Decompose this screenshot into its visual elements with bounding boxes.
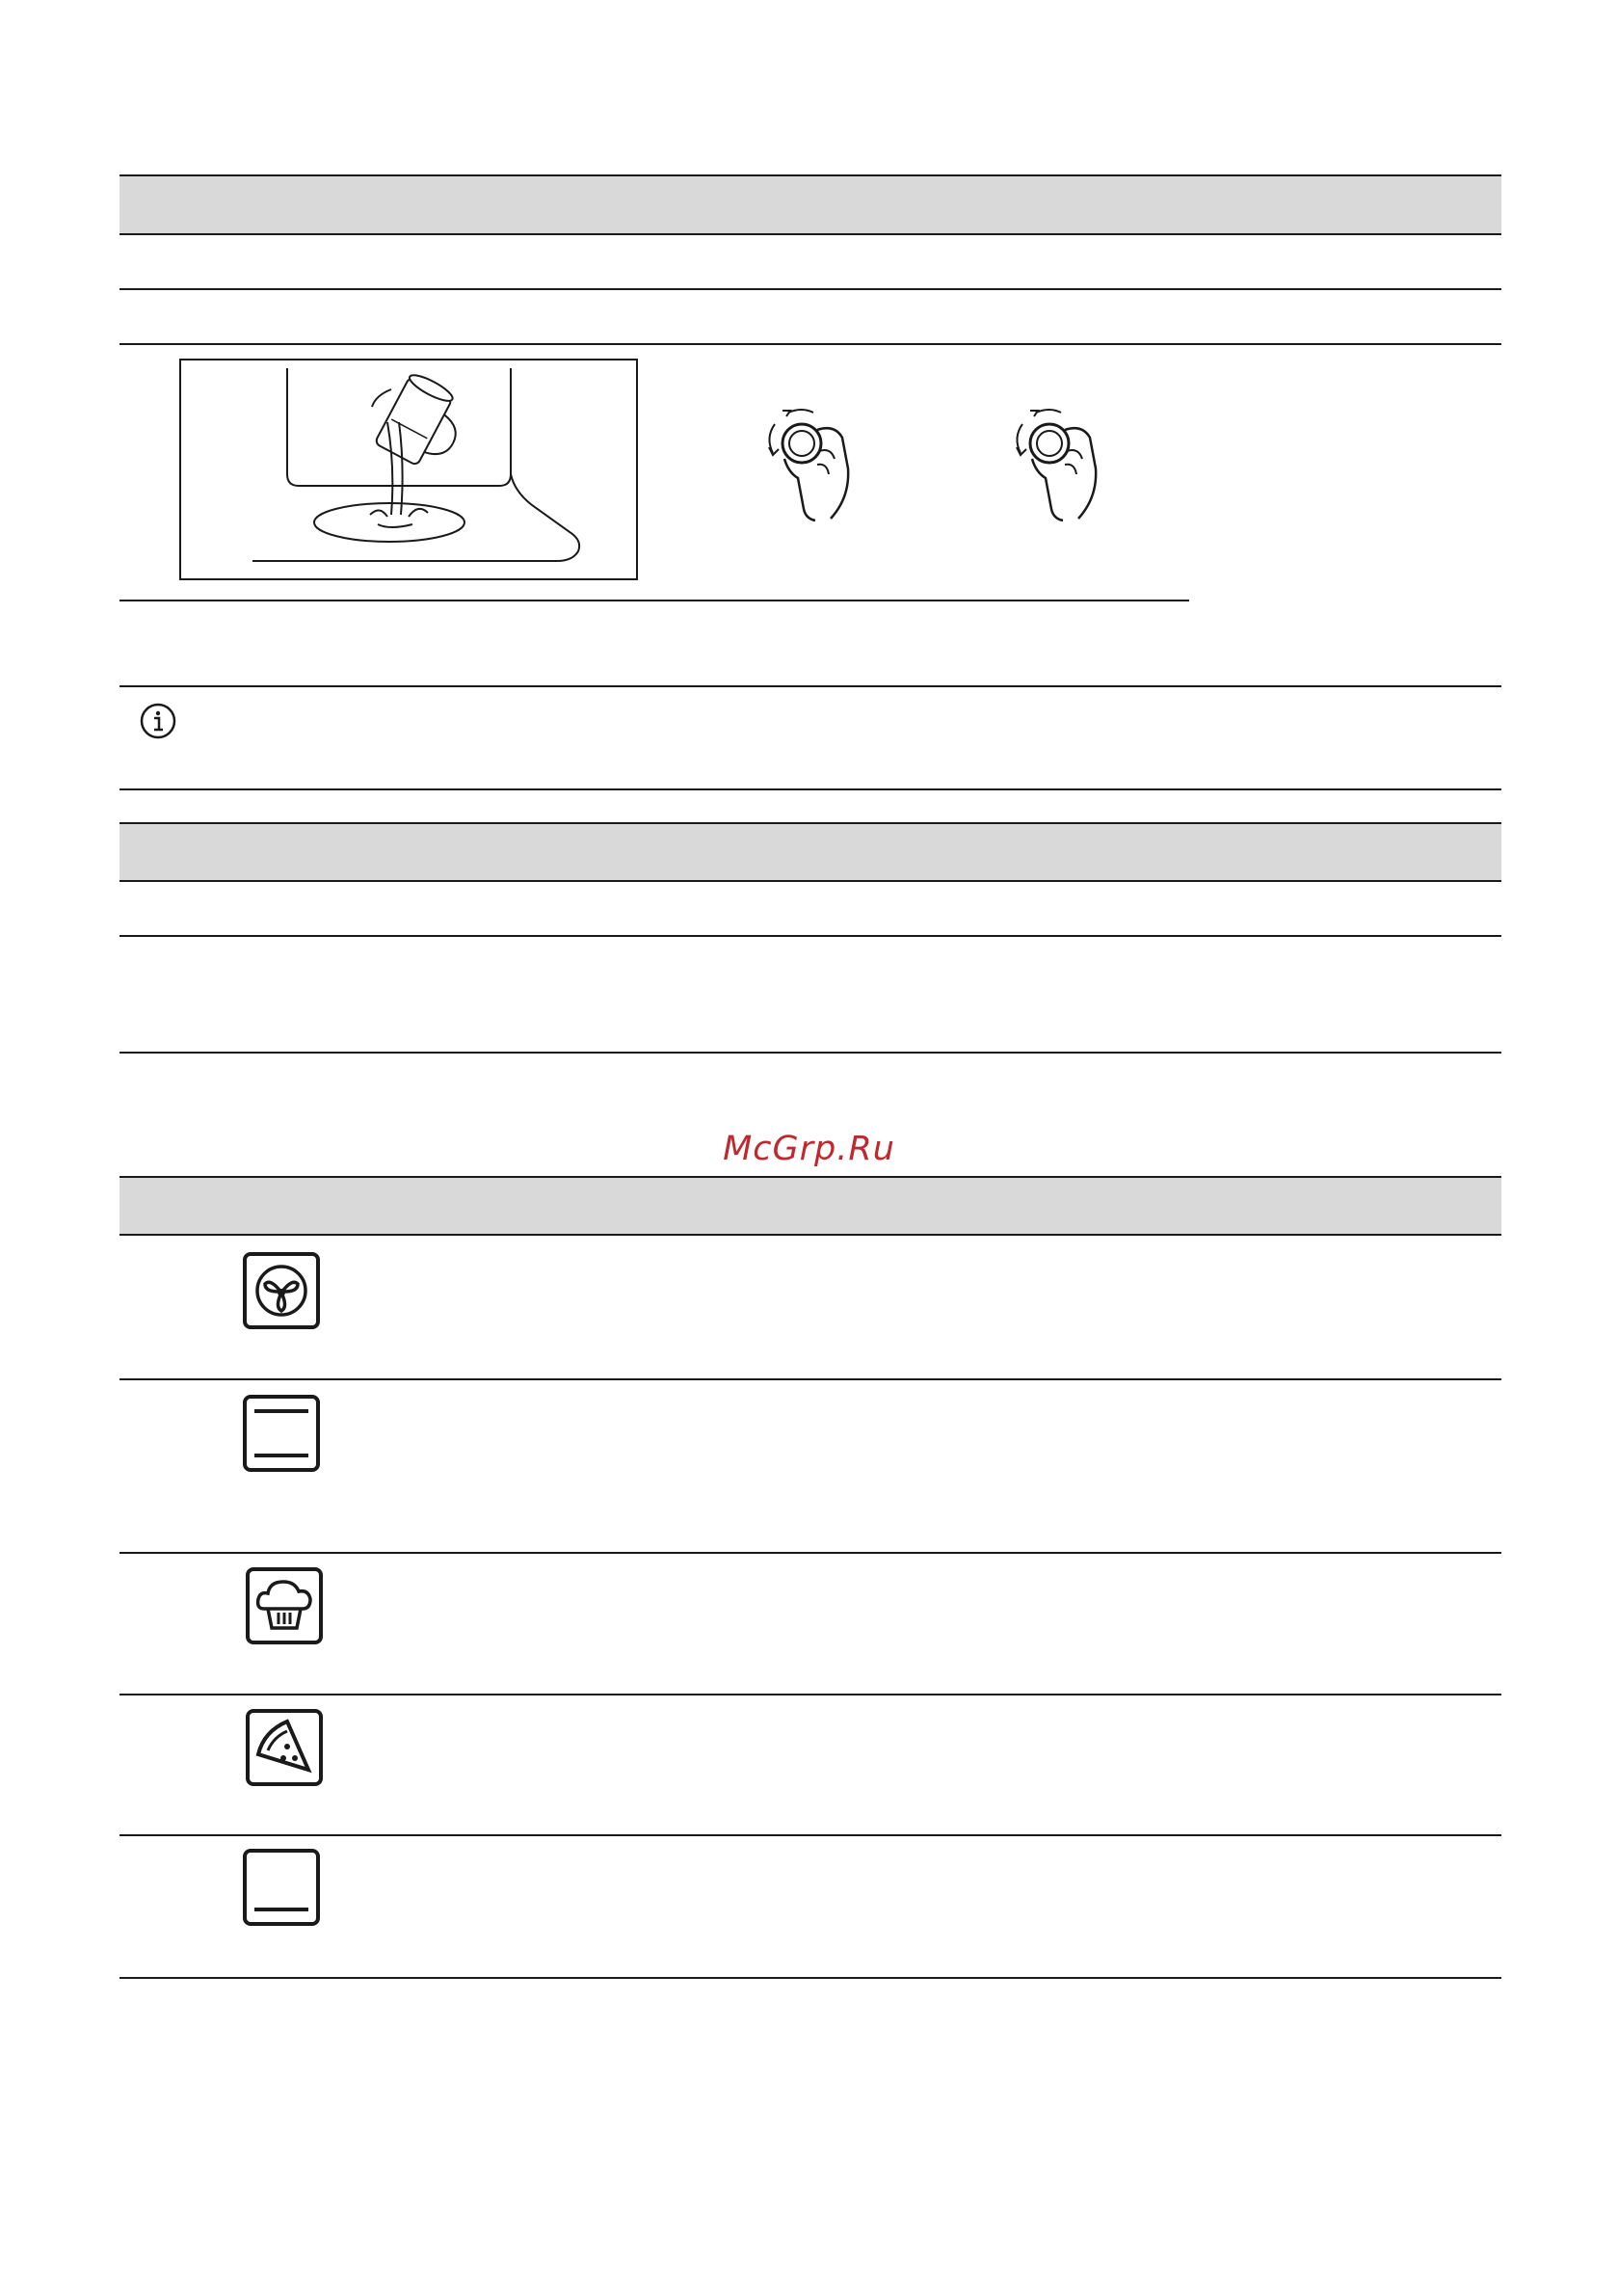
info-icon — [139, 702, 177, 740]
steam-bake-icon — [245, 1566, 324, 1645]
divider — [119, 1834, 1501, 1836]
divider — [119, 233, 1501, 235]
divider — [119, 880, 1501, 882]
table-3-header-band — [119, 1176, 1501, 1235]
divider — [119, 1694, 1501, 1695]
bottom-heat-icon — [242, 1848, 321, 1927]
divider — [119, 343, 1501, 345]
pour-water-icon — [181, 360, 636, 578]
divider — [119, 1234, 1501, 1236]
divider — [119, 822, 1501, 824]
divider — [119, 685, 1501, 687]
top-bottom-heat-icon — [242, 1394, 321, 1473]
pour-water-illustration — [179, 359, 638, 580]
turn-knob-right — [1007, 405, 1115, 528]
watermark: McGrp.Ru — [723, 1130, 895, 1168]
divider — [119, 1176, 1501, 1178]
divider — [119, 288, 1501, 290]
turn-knob-hand-icon — [759, 405, 867, 528]
divider — [119, 174, 1501, 176]
divider — [119, 1552, 1501, 1554]
turn-knob-left — [759, 405, 867, 528]
divider — [119, 788, 1501, 790]
divider — [119, 1378, 1501, 1380]
fan-icon — [242, 1251, 321, 1330]
divider — [119, 935, 1501, 937]
divider — [119, 600, 1189, 601]
table-2-header-band — [119, 822, 1501, 881]
divider — [119, 1977, 1501, 1979]
turn-knob-hand-icon — [1007, 405, 1115, 528]
table-1-header-band — [119, 174, 1501, 234]
divider — [119, 1052, 1501, 1054]
pizza-icon — [245, 1708, 324, 1787]
